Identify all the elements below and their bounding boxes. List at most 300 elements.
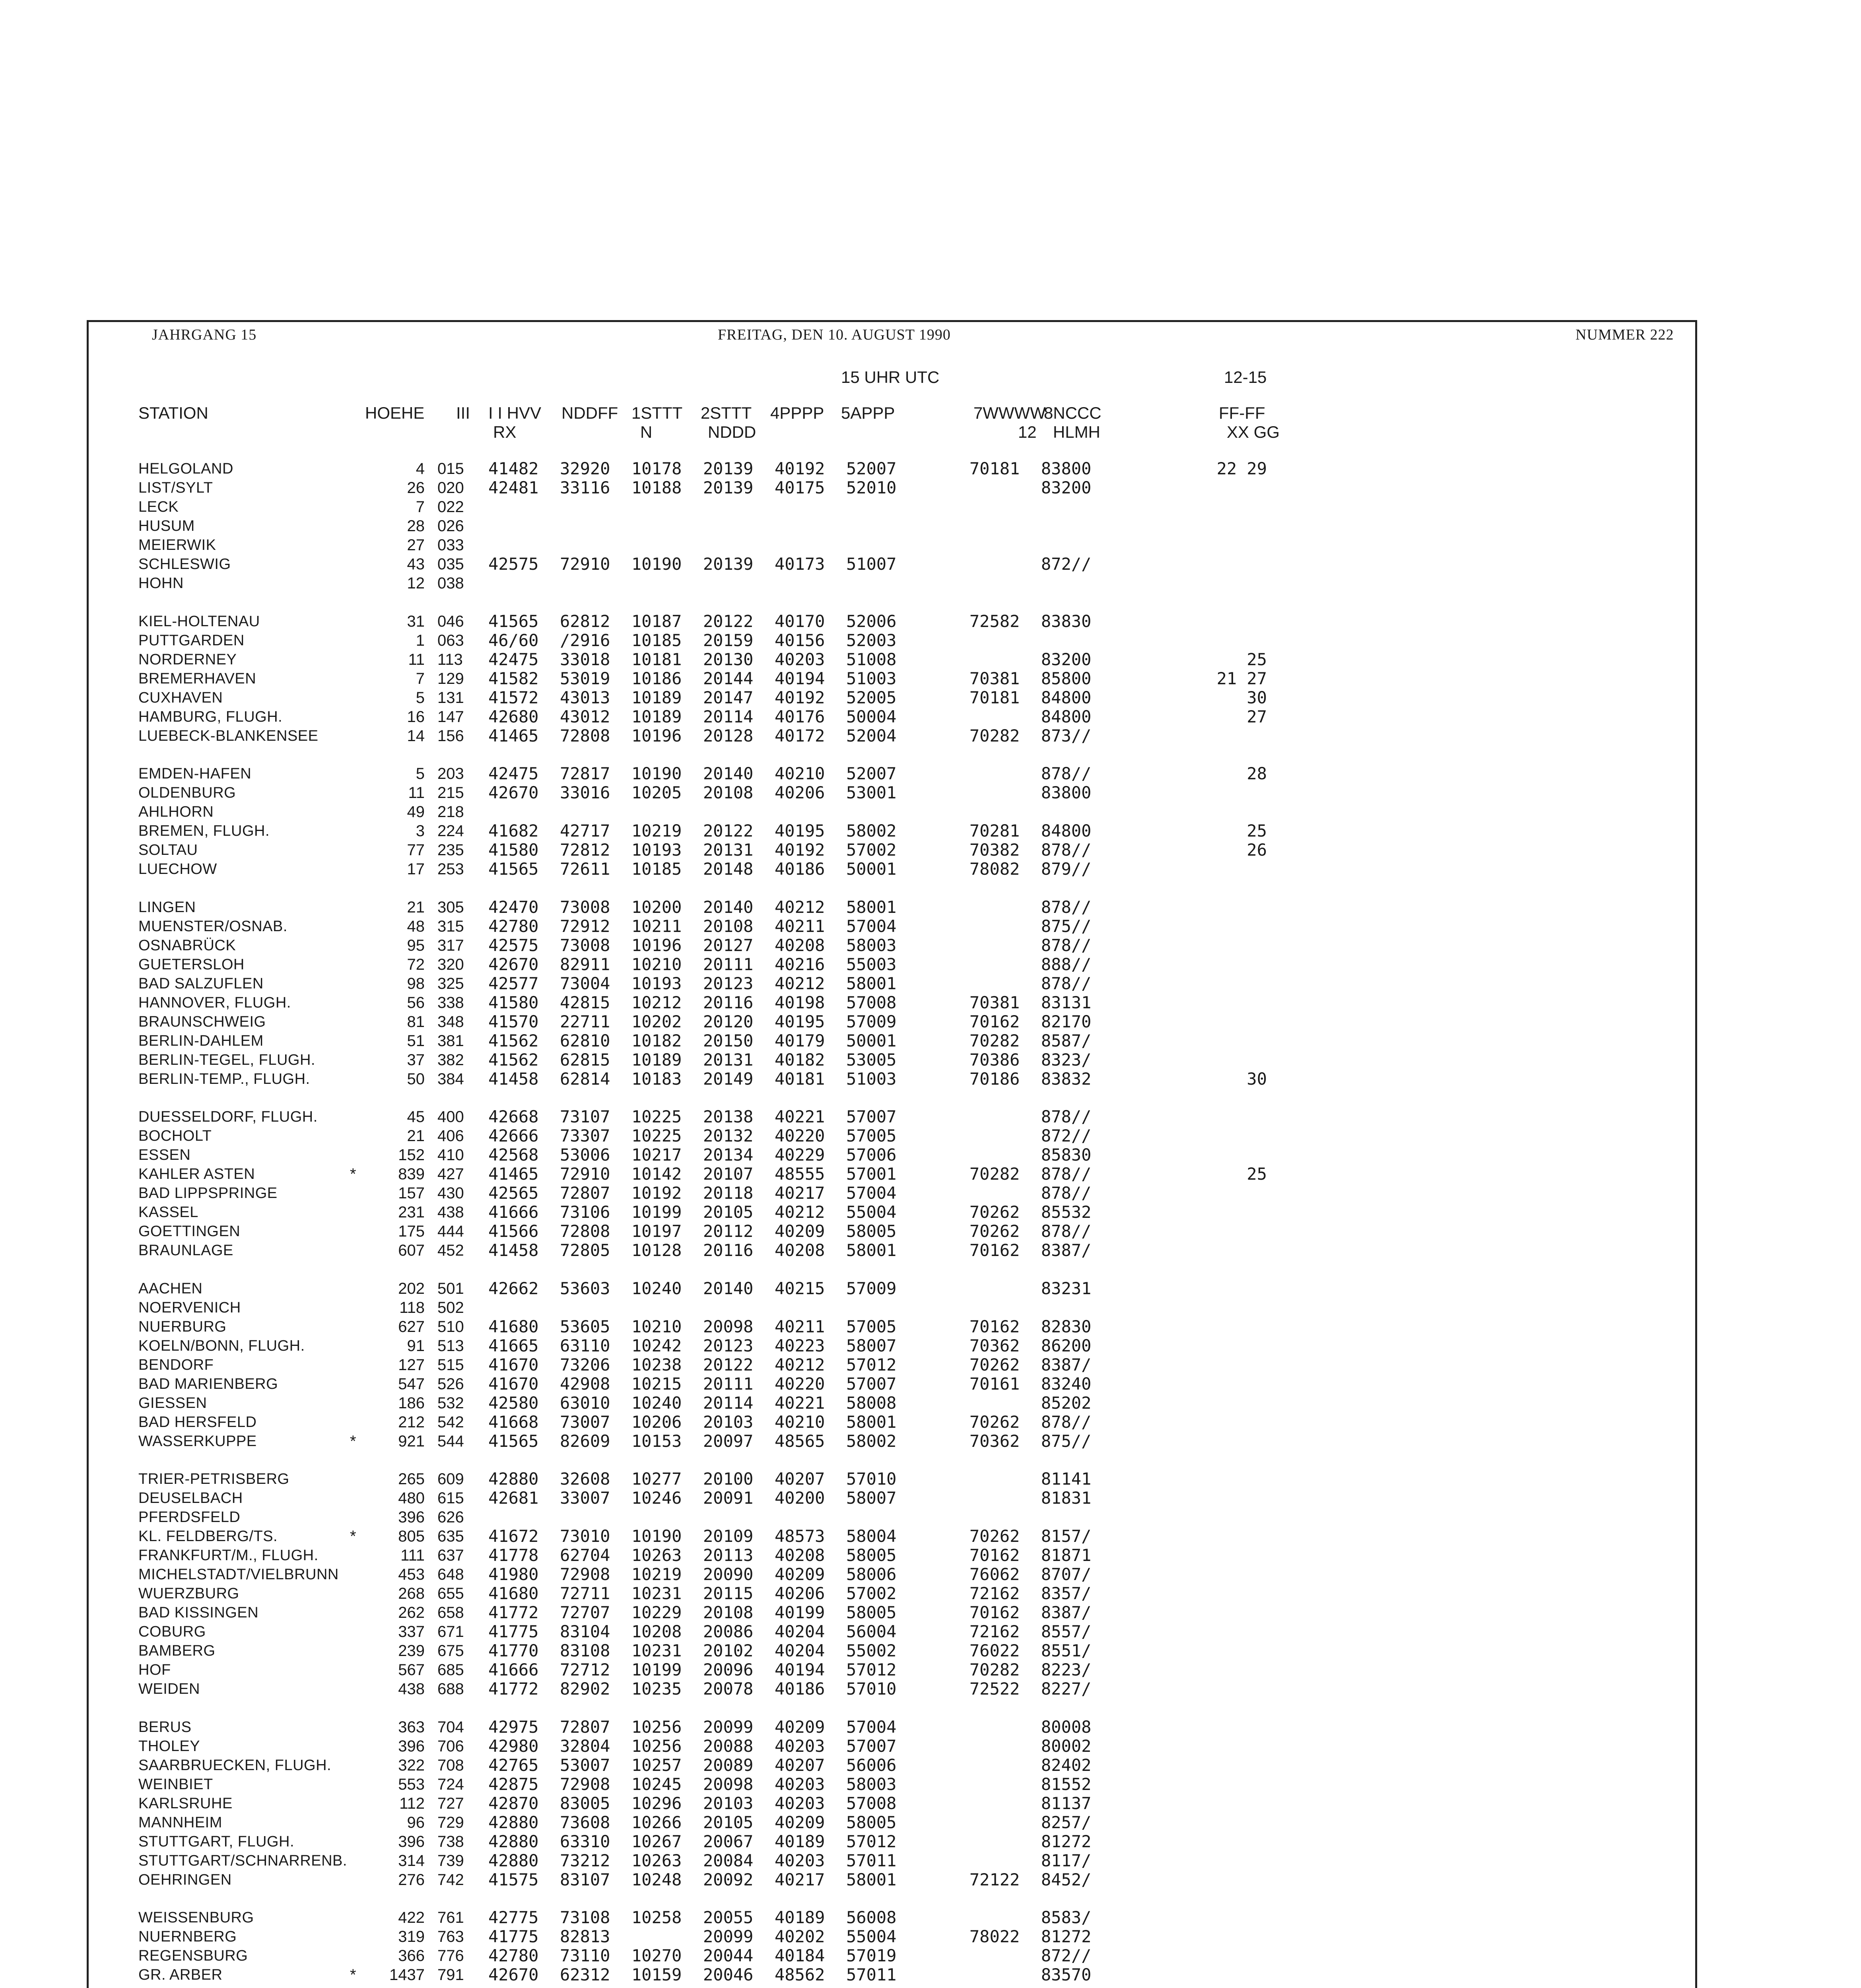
station-name: WASSERKUPPE [138,1433,257,1450]
station-name: COBURG [138,1623,206,1640]
station-id: 438 [437,1204,464,1221]
group-2sttt: 20114 [703,707,754,726]
station-id: 738 [437,1833,464,1850]
station-name: WEINBIET [138,1776,213,1793]
group-5appp: 57019 [846,1946,897,1965]
station-name: WEIDEN [138,1681,200,1697]
station-height: 31 [407,612,425,630]
group-nddff: 73008 [560,935,610,955]
group-iihvv: 42681 [488,1488,539,1508]
header-station: STATION [138,404,208,422]
station-id: 384 [437,1070,464,1088]
group-8nccc: 8452/ [1041,1870,1092,1889]
group-iihvv: 41778 [488,1545,539,1565]
station-id: 038 [437,575,464,592]
station-name: MANNHEIM [138,1814,222,1831]
station-id: 727 [437,1794,464,1812]
station-name: BREMERHAVEN [138,670,256,687]
station-height: 17 [407,860,425,878]
station-id: 526 [437,1375,464,1393]
group-ff-ff: 25 [1247,649,1267,669]
station-name: TRIER-PETRISBERG [138,1471,289,1487]
group-1sttt: 10208 [631,1622,682,1641]
table-row [138,821,1331,841]
station-id: 513 [437,1337,464,1355]
group-7wwww: 70281 [969,821,1020,841]
station-id: 502 [437,1299,464,1316]
group-1sttt: 10277 [631,1469,682,1489]
station-name: BRAUNSCHWEIG [138,1013,266,1030]
group-2sttt: 20131 [703,840,754,860]
mountain-marker: * [350,1432,356,1450]
station-height: 152 [398,1146,425,1164]
station-name: HOF [138,1662,171,1678]
station-name: SOLTAU [138,842,198,858]
group-5appp: 58005 [846,1221,897,1241]
header-hoehe: HOEHE [365,404,425,422]
station-id: 400 [437,1108,464,1126]
group-7wwww: 70262 [969,1412,1020,1432]
station-id: 381 [437,1032,464,1050]
group-2sttt: 20139 [703,478,754,497]
station-height: 21 [407,1127,425,1145]
station-id: 035 [437,555,464,573]
group-iihvv: 41680 [488,1316,539,1336]
group-4pppp: 40212 [775,897,825,917]
station-group [138,612,1331,746]
station-id: 615 [437,1489,464,1507]
group-1sttt: 10142 [631,1164,682,1184]
group-7wwww: 72122 [969,1870,1020,1889]
station-id: 348 [437,1013,464,1031]
group-5appp: 58002 [846,1431,897,1451]
table-row [138,1184,1331,1203]
station-height: 1437 [389,1966,425,1984]
group-4pppp: 40203 [775,1793,825,1813]
group-2sttt: 20108 [703,783,754,802]
table-row [138,936,1331,955]
group-5appp: 57006 [846,1145,897,1165]
station-table [138,459,1331,1988]
group-8nccc: 8387/ [1041,1241,1092,1260]
station-name: REGENSBURG [138,1947,248,1964]
station-name: LUECHOW [138,861,217,878]
header-iii: III [456,404,470,422]
group-nddff: 32608 [560,1469,610,1489]
group-nddff: 42717 [560,821,610,841]
group-2sttt: 20046 [703,1965,754,1984]
station-name: FRANKFURT/M., FLUGH. [138,1547,319,1564]
group-7wwww: 70282 [969,1164,1020,1184]
table-row [138,955,1331,974]
group-5appp: 57011 [846,1965,897,1984]
station-name: BAD HERSFELD [138,1413,257,1431]
station-height: 607 [398,1242,425,1259]
station-height: 45 [407,1108,425,1126]
mountain-marker: * [350,1966,356,1984]
group-nddff: 33116 [560,478,610,497]
group-5appp: 57002 [846,1584,897,1603]
group-iihvv: 42775 [488,1908,539,1927]
group-nddff: 72707 [560,1603,610,1622]
group-nddff: 62815 [560,1050,610,1070]
group-4pppp: 40207 [775,1469,825,1489]
group-1sttt: 10238 [631,1355,682,1375]
group-iihvv: 42580 [488,1393,539,1413]
header-col8-sub: HLMH [1053,423,1101,441]
group-iihvv: 42475 [488,649,539,669]
station-group [138,764,1331,879]
group-nddff: 72611 [560,859,610,879]
station-height: 4 [416,460,425,478]
header-col6: 5APPP [841,404,895,422]
group-2sttt: 20090 [703,1565,754,1584]
group-1sttt: 10240 [631,1393,682,1413]
table-row [138,650,1331,669]
station-height: 7 [416,670,425,687]
group-5appp: 55004 [846,1927,897,1946]
group-8nccc: 8583/ [1041,1908,1092,1927]
group-2sttt: 20118 [703,1183,754,1203]
station-id: 382 [437,1051,464,1069]
group-2sttt: 20114 [703,1393,754,1413]
station-name: GR. ARBER [138,1967,223,1983]
group-5appp: 55004 [846,1202,897,1222]
table-row [138,497,1331,516]
group-5appp: 50004 [846,707,897,726]
group-iihvv: 42670 [488,1965,539,1984]
group-5appp: 50001 [846,859,897,879]
station-name: DEUSELBACH [138,1490,243,1507]
group-1sttt: 10258 [631,1908,682,1927]
group-nddff: 72817 [560,764,610,783]
group-1sttt: 10229 [631,1603,682,1622]
group-nddff: 83104 [560,1622,610,1641]
station-height: 239 [398,1642,425,1660]
group-nddff: 73108 [560,1908,610,1927]
group-nddff: 63310 [560,1831,610,1851]
station-name: HANNOVER, FLUGH. [138,994,291,1011]
group-5appp: 58002 [846,821,897,841]
group-1sttt: 10245 [631,1774,682,1794]
table-row [138,1584,1331,1603]
station-name: BAD MARIENBERG [138,1375,278,1392]
group-nddff: 33007 [560,1488,610,1508]
table-row [138,1527,1331,1546]
header-col5: 4PPPP [770,404,824,422]
group-nddff: 32920 [560,459,610,478]
group-2sttt: 20122 [703,821,754,841]
table-row [138,1737,1331,1756]
issue-date: FREITAG, DEN 10. AUGUST 1990 [718,326,951,343]
station-height: 12 [407,575,425,592]
group-5appp: 57008 [846,992,897,1012]
group-8nccc: 879// [1041,859,1092,879]
group-5appp: 52010 [846,478,897,497]
station-id: 305 [437,898,464,916]
table-row [138,1794,1331,1813]
group-4pppp: 40198 [775,992,825,1012]
group-nddff: 72808 [560,1221,610,1241]
station-id: 406 [437,1127,464,1145]
group-7wwww: 70162 [969,1545,1020,1565]
station-id: 729 [437,1813,464,1831]
group-2sttt: 20149 [703,1069,754,1089]
group-4pppp: 40186 [775,859,825,879]
station-name: BERLIN-TEMP., FLUGH. [138,1070,310,1087]
group-8nccc: 82402 [1041,1755,1092,1775]
group-nddff: 62814 [560,1069,610,1089]
station-height: 337 [398,1623,425,1640]
group-5appp: 57005 [846,1316,897,1336]
group-iihvv: 41562 [488,1050,539,1070]
group-iihvv: 41980 [488,1565,539,1584]
station-name: GOETTINGEN [138,1223,241,1240]
group-5appp: 58001 [846,1241,897,1260]
group-nddff: 53605 [560,1316,610,1336]
group-1sttt: 10266 [631,1812,682,1832]
group-5appp: 55003 [846,954,897,974]
table-row [138,1775,1331,1794]
group-1sttt: 10193 [631,973,682,993]
station-id: 020 [437,479,464,497]
group-8nccc: 875// [1041,1431,1092,1451]
group-8nccc: 8357/ [1041,1584,1092,1603]
group-1sttt: 10190 [631,554,682,574]
station-name: NUERNBERG [138,1928,237,1945]
table-row [138,1336,1331,1355]
group-4pppp: 40220 [775,1374,825,1394]
table-row [138,1165,1331,1184]
group-8nccc: 83830 [1041,611,1092,631]
group-2sttt: 20109 [703,1526,754,1546]
group-1sttt: 10267 [631,1831,682,1851]
station-group [138,1908,1331,1984]
station-id: 671 [437,1623,464,1640]
group-iihvv: 42481 [488,478,539,497]
group-1sttt: 10181 [631,649,682,669]
station-name: EMDEN-HAFEN [138,765,252,782]
group-iihvv: 41458 [488,1069,539,1089]
group-4pppp: 40203 [775,649,825,669]
station-name: NUERBURG [138,1318,227,1335]
group-4pppp: 40223 [775,1336,825,1355]
group-5appp: 58001 [846,897,897,917]
station-id: 776 [437,1947,464,1965]
table-row [138,1279,1331,1298]
group-nddff: 83108 [560,1641,610,1660]
station-height: 438 [398,1680,425,1698]
header-col3-sub: N [640,423,653,441]
header-col9-sub: XX GG [1227,423,1280,441]
group-8nccc: 83800 [1041,783,1092,802]
group-nddff: 63010 [560,1393,610,1413]
group-2sttt: 20115 [703,1584,754,1603]
group-nddff: 72711 [560,1584,610,1603]
table-row [138,1641,1331,1660]
group-2sttt: 20086 [703,1622,754,1641]
station-group [138,1470,1331,1699]
group-nddff: 82813 [560,1927,610,1946]
station-height: 396 [398,1833,425,1850]
group-iihvv: 41565 [488,611,539,631]
group-4pppp: 40208 [775,1545,825,1565]
station-id: 658 [437,1604,464,1621]
group-nddff: 72807 [560,1183,610,1203]
group-1sttt: 10128 [631,1241,682,1260]
group-8nccc: 83200 [1041,478,1092,497]
group-7wwww: 70282 [969,726,1020,746]
table-row [138,860,1331,879]
station-height: 11 [408,650,425,668]
station-id: 215 [437,784,464,802]
table-row [138,1355,1331,1375]
group-ff-ff: 22 29 [1216,459,1267,478]
station-height: 453 [398,1566,425,1583]
group-1sttt: 10189 [631,687,682,707]
station-id: 648 [437,1566,464,1583]
group-iihvv: 41580 [488,840,539,860]
group-2sttt: 20148 [703,859,754,879]
group-nddff: /2916 [560,630,610,650]
station-id: 026 [437,517,464,535]
station-height: 95 [407,936,425,954]
group-1sttt: 10193 [631,840,682,860]
group-4pppp: 40203 [775,1774,825,1794]
group-1sttt: 10231 [631,1584,682,1603]
group-5appp: 58004 [846,1526,897,1546]
group-nddff: 82609 [560,1431,610,1451]
group-8nccc: 873// [1041,726,1092,746]
station-height: 43 [407,555,425,573]
station-id: 325 [437,975,464,992]
group-5appp: 57007 [846,1736,897,1756]
group-8nccc: 83231 [1041,1278,1092,1298]
group-5appp: 58007 [846,1336,897,1355]
group-7wwww: 70262 [969,1202,1020,1222]
group-iihvv: 42870 [488,1793,539,1813]
station-height: 7 [416,498,425,516]
group-nddff: 82911 [560,954,610,974]
group-5appp: 52004 [846,726,897,746]
group-2sttt: 20116 [703,1241,754,1260]
group-iihvv: 41582 [488,668,539,688]
group-iihvv: 42475 [488,764,539,783]
station-height: 5 [416,765,425,782]
group-2sttt: 20147 [703,687,754,707]
group-nddff: 72910 [560,554,610,574]
group-8nccc: 8387/ [1041,1355,1092,1375]
group-2sttt: 20103 [703,1793,754,1813]
group-2sttt: 20067 [703,1831,754,1851]
station-id: 655 [437,1585,464,1602]
group-iihvv: 42975 [488,1717,539,1737]
group-4pppp: 40192 [775,840,825,860]
group-8nccc: 85532 [1041,1202,1092,1222]
group-nddff: 83005 [560,1793,610,1813]
group-7wwww: 70386 [969,1050,1020,1070]
station-id: 544 [437,1432,464,1450]
station-height: 50 [407,1070,425,1088]
station-id: 532 [437,1394,464,1412]
table-row [138,841,1331,860]
table-row [138,555,1331,574]
station-height: 21 [407,898,425,916]
station-id: 063 [437,631,464,649]
group-2sttt: 20123 [703,973,754,993]
group-nddff: 53019 [560,668,610,688]
group-2sttt: 20139 [703,554,754,574]
group-nddff: 73007 [560,1412,610,1432]
group-4pppp: 40170 [775,611,825,631]
group-2sttt: 20150 [703,1031,754,1050]
group-nddff: 72808 [560,726,610,746]
group-5appp: 57012 [846,1831,897,1851]
group-7wwww: 70282 [969,1031,1020,1050]
station-height: 268 [398,1585,425,1602]
group-5appp: 58005 [846,1603,897,1622]
group-8nccc: 81272 [1041,1927,1092,1946]
group-8nccc: 878// [1041,1183,1092,1203]
group-2sttt: 20116 [703,992,754,1012]
header-col3: 1STTT [631,404,683,422]
group-nddff: 72908 [560,1565,610,1584]
station-id: 724 [437,1775,464,1793]
table-row [138,1603,1331,1622]
table-row [138,1660,1331,1679]
station-id: 046 [437,612,464,630]
group-8nccc: 83131 [1041,992,1092,1012]
group-2sttt: 20113 [703,1545,754,1565]
group-iihvv: 41465 [488,726,539,746]
station-id: 430 [437,1184,464,1202]
group-7wwww: 70262 [969,1355,1020,1375]
group-8nccc: 86200 [1041,1336,1092,1355]
station-id: 452 [437,1242,464,1259]
station-height: 276 [398,1871,425,1889]
group-nddff: 62812 [560,611,610,631]
group-4pppp: 40202 [775,1927,825,1946]
group-2sttt: 20108 [703,1603,754,1622]
group-4pppp: 40179 [775,1031,825,1050]
station-height: 3 [416,822,425,840]
group-nddff: 73008 [560,897,610,917]
group-2sttt: 20144 [703,668,754,688]
table-row [138,917,1331,936]
station-height: 118 [399,1299,425,1316]
station-name: SCHLESWIG [138,556,231,573]
group-1sttt: 10210 [631,1316,682,1336]
station-id: 635 [437,1528,464,1545]
group-1sttt: 10217 [631,1145,682,1165]
table-row [138,631,1331,650]
table-row [138,1031,1331,1050]
group-5appp: 53005 [846,1050,897,1070]
group-nddff: 73010 [560,1526,610,1546]
table-row [138,1107,1331,1126]
group-1sttt: 10242 [631,1336,682,1355]
group-1sttt: 10215 [631,1374,682,1394]
group-ff-ff: 30 [1247,1069,1267,1089]
group-5appp: 57007 [846,1374,897,1394]
group-8nccc: 8223/ [1041,1660,1092,1679]
group-5appp: 57001 [846,1164,897,1184]
group-2sttt: 20107 [703,1164,754,1184]
group-5appp: 55002 [846,1641,897,1660]
group-4pppp: 40211 [775,916,825,936]
group-4pppp: 40192 [775,687,825,707]
group-2sttt: 20098 [703,1316,754,1336]
